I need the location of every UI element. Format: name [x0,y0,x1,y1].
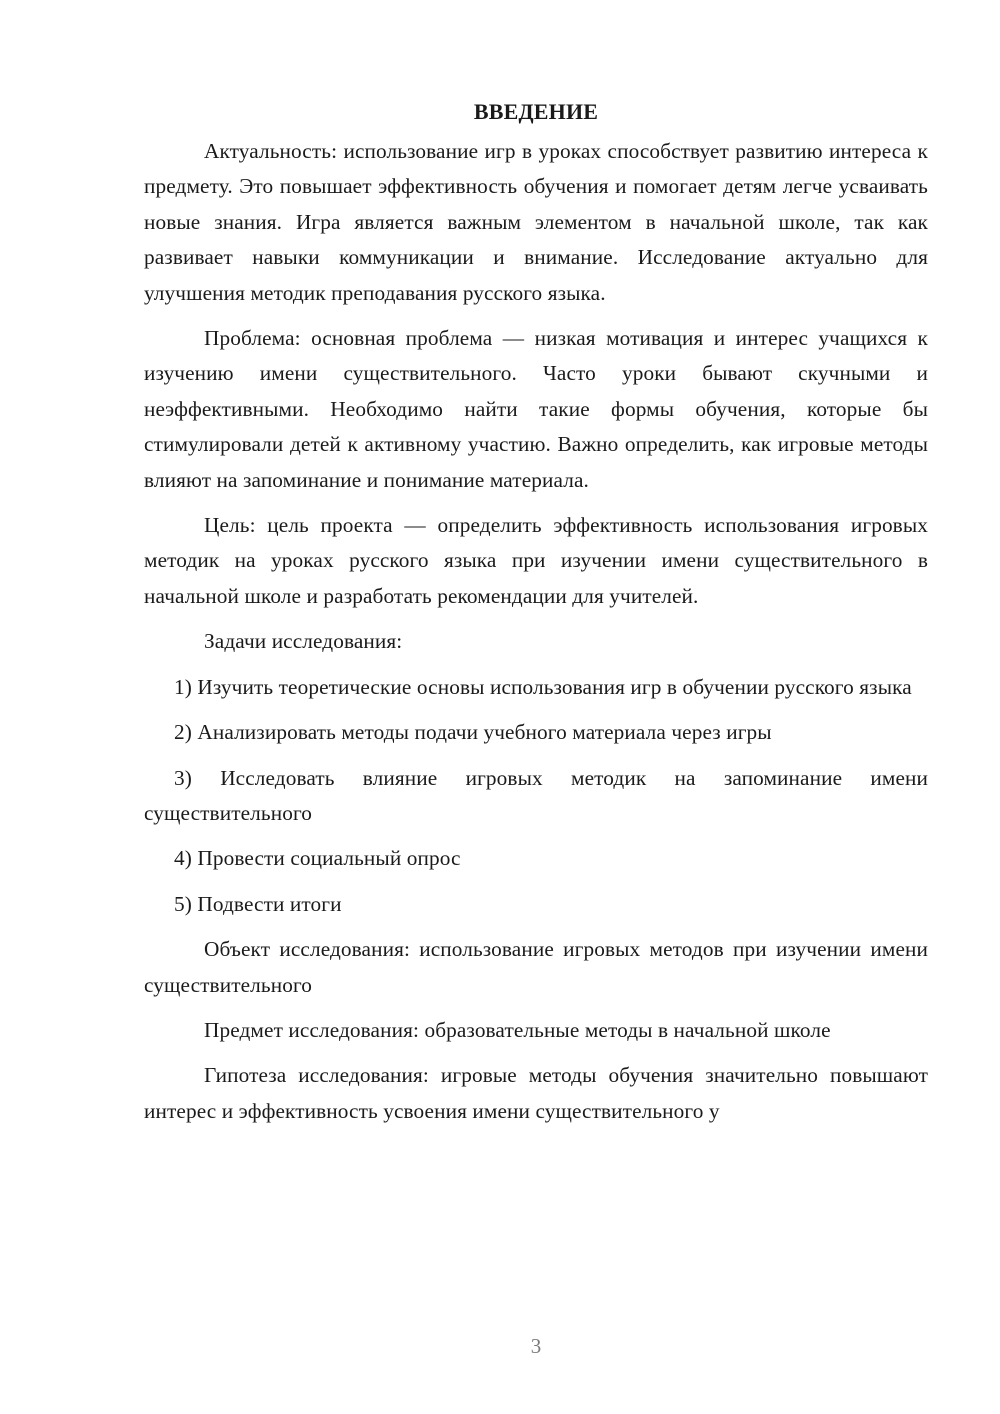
paragraph-subject: Предмет исследования: образовательные методы в начальной школе [204,1017,831,1042]
tasks-title: Задачи исследования: [204,629,403,654]
paragraph-hypothesis: Гипотеза исследования: игровые методы обучения значительно повышают интерес и эффективность усвоения имени существительного у [144,1063,928,1123]
page-number: 3 [530,1334,542,1358]
task-item-5: 5) Подвести итоги [174,891,342,916]
task-item-4: 4) Провести социальный опрос [174,846,461,871]
paragraph-object: Объект исследования: использование игровых методов при изучении имени существительного [144,937,928,997]
paragraph-relevance: Актуальность: использование игр в уроках способствует развитию интереса к предмету. Это повышает эффективность обучения и помогает детям легче усваивать новые знания. Игра является важным элементом в начальной школе, так как развивает навыки коммуникации и внимание. Исследование актуально для улучшения методик преподавания русского языка. [144,139,928,305]
page-body [144,94,928,1129]
task-item-3: 3) Исследовать влияние игровых методик на запоминание имени существительного [144,765,928,825]
task-item-1: 1) Изучить теоретические основы использования игр в обучении русского языка [174,674,912,699]
paragraph-problem: Проблема: основная проблема — низкая мотивация и интерес учащихся к изучению имени существительного. Часто уроки бывают скучными и неэффективными. Необходимо найти такие формы обучения, которые бы стимулировали детей к активному участию. Важно определить, как игровые методы влияют на запоминание и понимание материала. [144,326,928,492]
task-item-2: 2) Анализировать методы подачи учебного материала через игры [174,720,772,745]
page-heading: ВВЕДЕНИЕ [473,99,599,124]
paragraph-goal: Цель: цель проекта — определить эффективность использования игровых методик на уроках русского языка при изучении имени существительного в начальной школе и разработать рекомендации для учителей. [144,513,928,608]
